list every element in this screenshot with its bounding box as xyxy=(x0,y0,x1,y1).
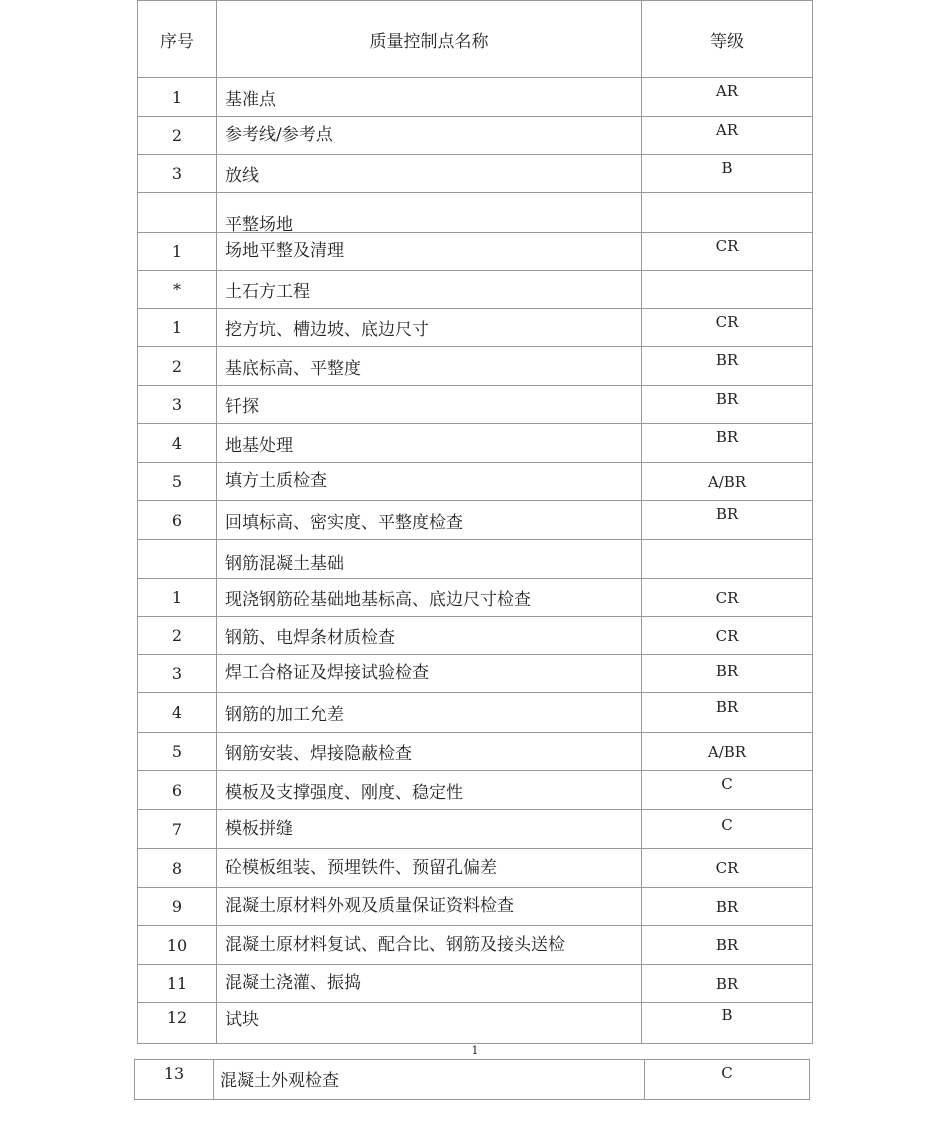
header-no: 序号 xyxy=(138,1,217,78)
row-name: 地基处理 xyxy=(217,424,642,463)
row-grade: BR xyxy=(642,424,813,463)
row-name: 填方土质检查 xyxy=(217,463,642,501)
table-row xyxy=(138,309,813,347)
row-no: 13 xyxy=(135,1060,214,1100)
table-section-row xyxy=(138,540,813,579)
row-no: 3 xyxy=(138,655,217,693)
row-no: 1 xyxy=(138,78,217,117)
row-name: 模板及支撑强度、刚度、稳定性 xyxy=(217,771,642,810)
table-row xyxy=(138,501,813,540)
row-no: 6 xyxy=(138,771,217,810)
table-row xyxy=(138,1003,813,1044)
row-name: 现浇钢筋砼基础地基标高、底边尺寸检查 xyxy=(217,579,642,617)
row-name: 钢筋、电焊条材质检查 xyxy=(217,617,642,655)
row-no: 4 xyxy=(138,424,217,463)
row-grade: CR xyxy=(642,617,813,655)
table-row xyxy=(138,926,813,965)
row-no: 4 xyxy=(138,693,217,733)
row-no: 2 xyxy=(138,617,217,655)
table-row xyxy=(138,655,813,693)
header-grade: 等级 xyxy=(642,1,813,78)
row-grade: B xyxy=(642,155,813,193)
row-grade: AR xyxy=(642,78,813,117)
row-no: 7 xyxy=(138,810,217,849)
row-no: 12 xyxy=(138,1003,217,1044)
row-no: 2 xyxy=(138,117,217,155)
table-row xyxy=(138,810,813,849)
row-grade: B xyxy=(642,1003,813,1044)
row-name: 参考线/参考点 xyxy=(217,117,642,155)
row-name: 试块 xyxy=(217,1003,642,1044)
continuation-table xyxy=(134,1059,810,1100)
row-grade: AR xyxy=(642,117,813,155)
row-name: 土石方工程 xyxy=(217,271,642,309)
row-no: 3 xyxy=(138,155,217,193)
row-grade: CR xyxy=(642,233,813,271)
table-row xyxy=(138,965,813,1003)
row-no xyxy=(138,193,217,233)
table-header-row xyxy=(138,1,813,78)
table-row xyxy=(138,849,813,888)
row-name: 混凝土浇灌、振捣 xyxy=(217,965,642,1003)
table-section-row xyxy=(138,193,813,233)
row-grade: BR xyxy=(642,888,813,926)
row-no xyxy=(138,540,217,579)
row-no: * xyxy=(138,271,217,309)
page-number: 1 xyxy=(471,1044,479,1057)
row-name: 基底标高、平整度 xyxy=(217,347,642,386)
row-name: 砼模板组装、预埋铁件、预留孔偏差 xyxy=(217,849,642,888)
table-row xyxy=(135,1060,810,1100)
row-name: 钎探 xyxy=(217,386,642,424)
row-grade: A/BR xyxy=(642,463,813,501)
table-row xyxy=(138,424,813,463)
row-grade: C xyxy=(645,1060,810,1100)
header-name: 质量控制点名称 xyxy=(217,1,642,78)
row-no: 1 xyxy=(138,233,217,271)
row-no: 5 xyxy=(138,463,217,501)
row-name: 混凝土原材料外观及质量保证资料检查 xyxy=(217,888,642,926)
table-row xyxy=(138,888,813,926)
row-no: 10 xyxy=(138,926,217,965)
row-grade: BR xyxy=(642,655,813,693)
row-grade: A/BR xyxy=(642,733,813,771)
row-grade: BR xyxy=(642,386,813,424)
table-row xyxy=(138,386,813,424)
table-row xyxy=(138,233,813,271)
row-name: 基准点 xyxy=(217,78,642,117)
row-no: 6 xyxy=(138,501,217,540)
row-name: 场地平整及清理 xyxy=(217,233,642,271)
row-grade: C xyxy=(642,771,813,810)
row-grade: CR xyxy=(642,849,813,888)
row-grade: BR xyxy=(642,926,813,965)
row-grade: BR xyxy=(642,501,813,540)
row-name: 放线 xyxy=(217,155,642,193)
row-name: 焊工合格证及焊接试验检查 xyxy=(217,655,642,693)
table-row xyxy=(138,155,813,193)
row-name: 钢筋混凝土基础 xyxy=(217,540,642,579)
row-no: 9 xyxy=(138,888,217,926)
row-grade xyxy=(642,271,813,309)
row-name: 回填标高、密实度、平整度检查 xyxy=(217,501,642,540)
row-grade xyxy=(642,193,813,233)
row-grade: BR xyxy=(642,347,813,386)
table-row xyxy=(138,733,813,771)
row-no: 1 xyxy=(138,579,217,617)
table-row xyxy=(138,693,813,733)
row-name: 挖方坑、槽边坡、底边尺寸 xyxy=(217,309,642,347)
row-no: 3 xyxy=(138,386,217,424)
row-grade: BR xyxy=(642,693,813,733)
table-section-row xyxy=(138,271,813,309)
row-grade: CR xyxy=(642,579,813,617)
table-row xyxy=(138,117,813,155)
row-name: 混凝土原材料复试、配合比、钢筋及接头送检 xyxy=(217,926,642,965)
row-no: 5 xyxy=(138,733,217,771)
row-name: 混凝土外观检查 xyxy=(214,1060,645,1100)
row-grade xyxy=(642,540,813,579)
table-row xyxy=(138,463,813,501)
table-row xyxy=(138,78,813,117)
table-row xyxy=(138,579,813,617)
table-row xyxy=(138,617,813,655)
row-no: 8 xyxy=(138,849,217,888)
row-grade: BR xyxy=(642,965,813,1003)
table-row xyxy=(138,347,813,386)
row-no: 2 xyxy=(138,347,217,386)
row-no: 11 xyxy=(138,965,217,1003)
row-name: 钢筋的加工允差 xyxy=(217,693,642,733)
row-grade: CR xyxy=(642,309,813,347)
quality-control-table xyxy=(137,0,813,1044)
row-name: 钢筋安装、焊接隐蔽检查 xyxy=(217,733,642,771)
row-grade: C xyxy=(642,810,813,849)
table-row xyxy=(138,771,813,810)
row-name: 平整场地 xyxy=(217,193,642,233)
row-name: 模板拼缝 xyxy=(217,810,642,849)
row-no: 1 xyxy=(138,309,217,347)
